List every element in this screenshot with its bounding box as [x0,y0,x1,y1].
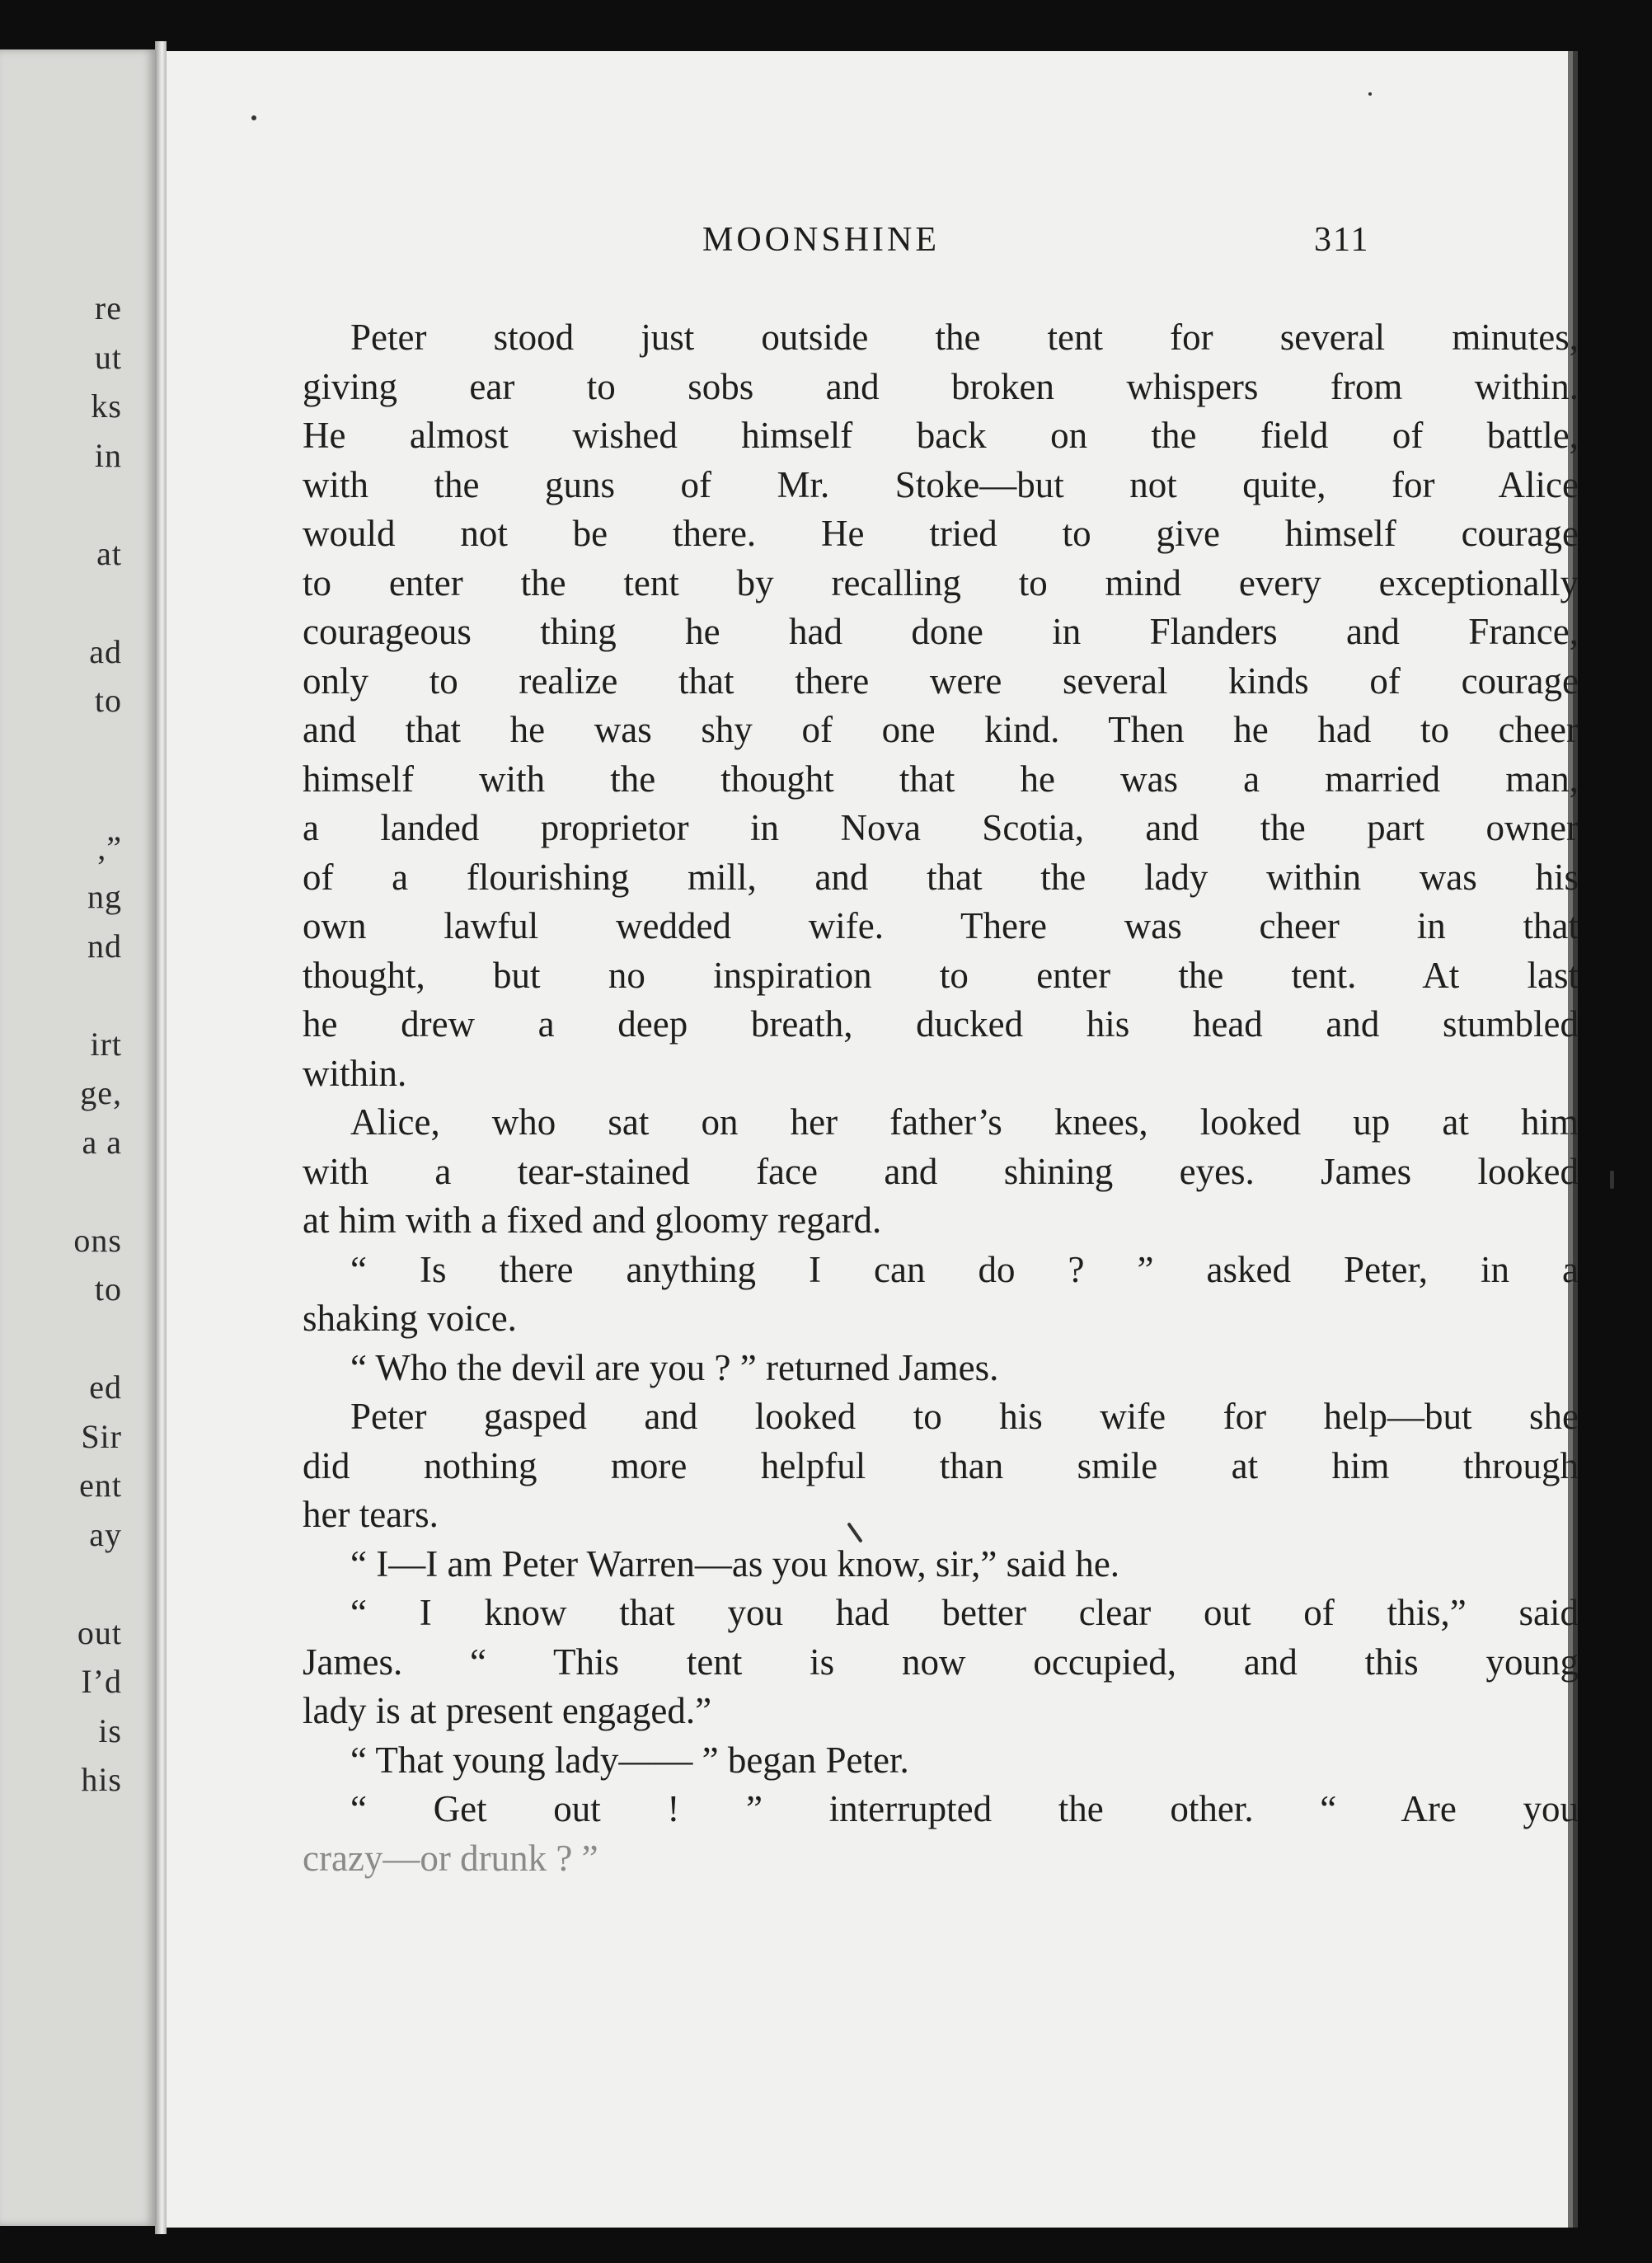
text-line: her tears. [303,1494,439,1535]
text-line: only to realize that there were several kinds of courage [303,660,1579,702]
text-line: giving ear to sobs and broken whispers from within. [303,365,1579,407]
text-line: “ Who the devil are you ? ” returned James. [350,1346,999,1388]
left-page-fragment: his [81,1761,122,1798]
text-line: crazy—or drunk ? ” [303,1837,598,1879]
left-page-fragment: to [94,1270,122,1308]
text-line: “ I know that you had better clear out of this,” said [350,1592,1579,1633]
text-line: Peter stood just outside the tent for several minutes, [350,317,1579,358]
text-line: lady is at present engaged.” [303,1690,712,1731]
text-line: of a flourishing mill, and that the lady within was his [303,856,1579,898]
text-line: thought, but no inspiration to enter the tent. At last [303,954,1579,996]
left-page-fragment: ng [87,878,122,915]
left-page-fragment: in [94,436,122,474]
text-line: “ Get out ! ” interrupted the other. “ Are you [350,1788,1579,1829]
left-page-fragment: ut [94,338,122,376]
left-page-fragment: ed [89,1369,122,1406]
text-line: within. [303,1052,407,1094]
book-page [167,51,1579,2228]
text-line: would not be there. He tried to give himself courage [303,513,1579,554]
text-line: courageous thing he had done in Flanders and France, [303,611,1579,652]
left-page-fragment: Sir [81,1417,122,1455]
text-line: “ That young lady—— ” began Peter. [350,1739,909,1781]
text-line: with a tear-stained face and shining eyes. James looked [303,1150,1579,1192]
text-line: with the guns of Mr. Stoke—but not quite, for Alice [303,463,1579,505]
left-page-fragment: ent [79,1467,122,1504]
text-line: own lawful wedded wife. There was cheer in that [303,905,1579,946]
left-page-fragment: out [77,1613,122,1651]
left-page-fragment: nd [87,927,122,965]
left-page-fragment: ad [89,632,122,670]
page-header [167,220,1385,270]
page-number: 311 [1314,221,1370,259]
text-line: and that he was shy of one kind. Then he had to cheer [303,709,1579,750]
text-line: “ Is there anything I can do ? ” asked Peter, in a [350,1248,1579,1290]
left-page-fragment: to [94,682,122,719]
left-page-fragment: at [96,534,122,572]
left-page-fragment: re [94,289,122,326]
running-title: MOONSHINE [702,221,940,259]
left-page-fragment: a a [82,1123,122,1161]
text-line: to enter the tent by recalling to mind every exceptionally [303,561,1579,603]
left-page-fragment: ge, [80,1074,122,1111]
text-line: Peter gasped and looked to his wife for help—but she [350,1396,1579,1437]
left-page-fragment: ay [89,1515,122,1553]
text-line: “ I—I am Peter Warren—as you know, sir,” said he. [350,1542,1120,1585]
left-page-fragment: ons [73,1221,122,1259]
body-text [303,313,1579,1883]
left-page-fragment: ,” [97,829,122,866]
text-line: at him with a fixed and gloomy regard. [303,1200,882,1241]
text-line: did nothing more helpful than smile at him through [303,1444,1579,1486]
text-line: a landed proprietor in Nova Scotia, and the part owner [303,807,1579,848]
text-line: Alice, who sat on her father’s knees, looked up at him [350,1101,1579,1143]
text-line: shaking voice. [303,1298,517,1339]
left-page-fragment: irt [90,1025,122,1063]
left-page-fragment: ks [91,387,122,425]
book-gutter [155,41,167,2234]
left-page-fragment: is [98,1711,122,1749]
left-page-fragment: I’d [81,1663,122,1700]
text-line: James. “ This tent is now occupied, and this young [303,1641,1579,1683]
previous-page-edge [0,49,155,2226]
text-line: he drew a deep breath, ducked his head and stumbled [303,1003,1579,1045]
text-line: himself with the thought that he was a married man, [303,758,1579,800]
text-line: He almost wished himself back on the field of battle, [303,415,1579,456]
